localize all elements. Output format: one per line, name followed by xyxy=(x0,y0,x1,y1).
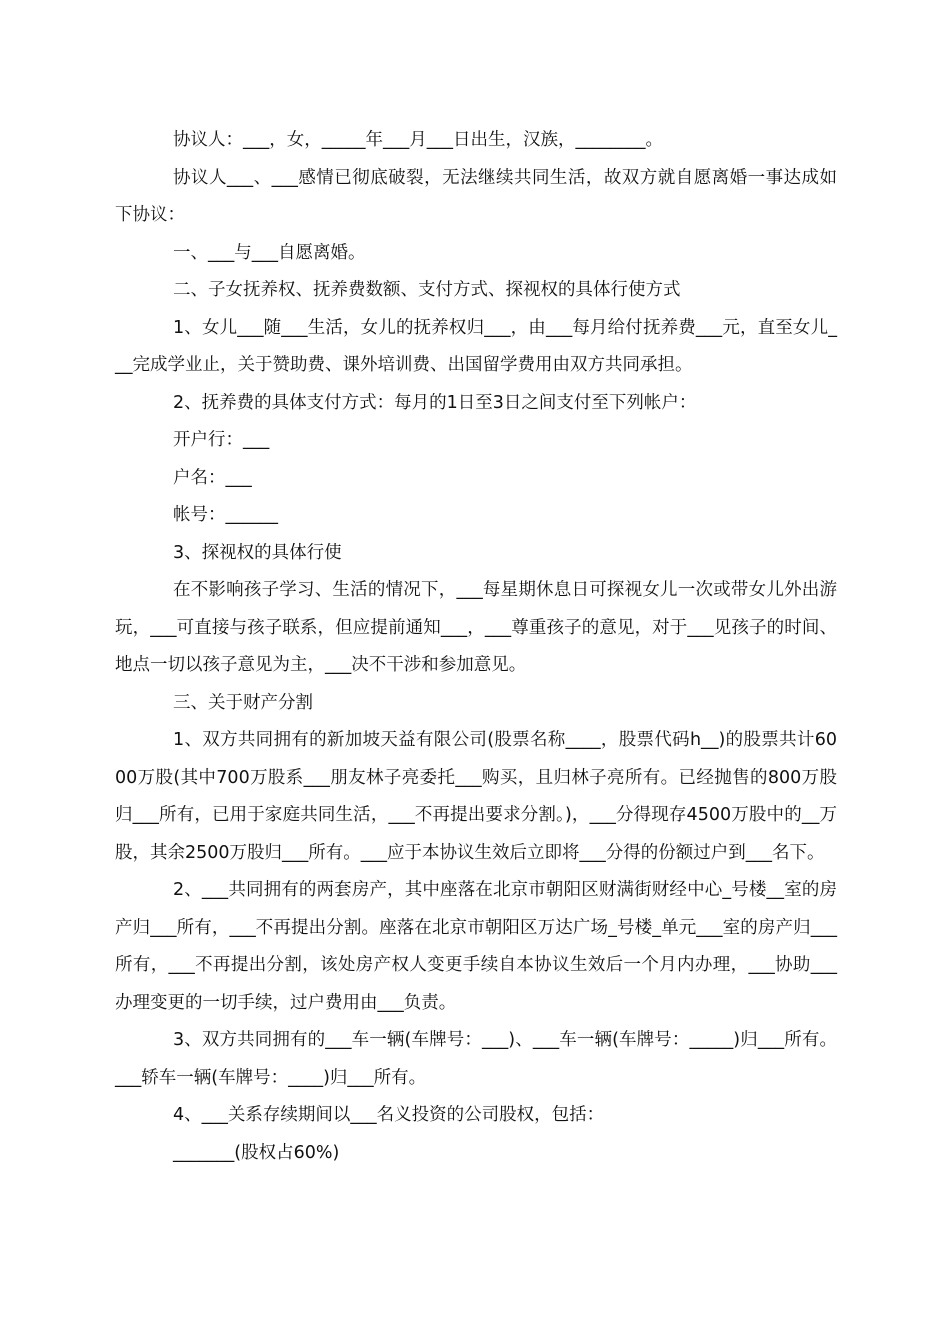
account-number-line: 帐号：______ xyxy=(173,505,278,525)
paragraph-party-info: 协议人：___，女，_____年___月___日出生，汉族，________。 xyxy=(173,130,663,150)
clause-3-item-1: 1、双方共同拥有的新加坡天益有限公司(股票名称____，股票代码h__)的股票共计6000万股(其中700万股系___朋友林子亮委托___购买，且归林子亮所有。已经抛售的800万股归___所有，已用于家庭共同生活，___不再提出要求分割。)，___分得现存4500万股中的__万股，其余2500万股归___所有。___应于本协议生效后立即将___分得的份额过户到___名下。 xyxy=(115,730,837,863)
clause-2-heading: 二、子女抚养权、抚养费数额、支付方式、探视权的具体行使方式 xyxy=(173,280,681,300)
account-name-line: 户名：___ xyxy=(173,467,252,488)
clause-3-heading: 三、关于财产分割 xyxy=(173,692,313,713)
clause-2-item-1: 1、女儿___随___生活，女儿的抚养权归___，由___每月给付抚养费___元，直至女儿___完成学业止，关于赞助费、课外培训费、出国留学费用由双方共同承担。 xyxy=(115,317,837,375)
bank-name-line: 开户行：___ xyxy=(173,430,270,450)
equity-line: _______(股权占60%) xyxy=(173,1142,340,1163)
clause-3-item-4: 4、___关系存续期间以___名义投资的公司股权，包括： xyxy=(173,1105,605,1125)
clause-1-divorce: 一、___与___自愿离婚。 xyxy=(173,242,366,263)
document-body xyxy=(115,122,837,1172)
clause-2-item-3: 3、探视权的具体行使 xyxy=(173,542,342,563)
visitation-paragraph: 在不影响孩子学习、生活的情况下，___每星期休息日可探视女儿一次或带女儿外出游玩，___可直接与孩子联系，但应提前通知___，___尊重孩子的意见，对于___见孩子的时间、地点一切以孩子意见为主，___决不干涉和参加意见。 xyxy=(115,580,837,675)
paragraph-preamble: 协议人___、___感情已彻底破裂，无法继续共同生活，故双方就自愿离婚一事达成如下协议： xyxy=(115,167,837,225)
clause-3-item-2: 2、___共同拥有的两套房产，其中座落在北京市朝阳区财满街财经中心_号楼__室的房产归___所有，___不再提出分割。座落在北京市朝阳区万达广场_号楼_单元___室的房产归___所有，___不再提出分割，该处房产权人变更手续自本协议生效后一个月内办理，___协助___办理变更的一切手续，过户费用由___负责。 xyxy=(115,880,837,1013)
clause-3-item-3: 3、双方共同拥有的___车一辆(车牌号：___)、___车一辆(车牌号：_____)归___所有。___轿车一辆(车牌号：____)归___所有。 xyxy=(115,1030,837,1088)
clause-2-item-2: 2、抚养费的具体支付方式：每月的1日至3日之间支付至下列帐户： xyxy=(173,392,697,413)
